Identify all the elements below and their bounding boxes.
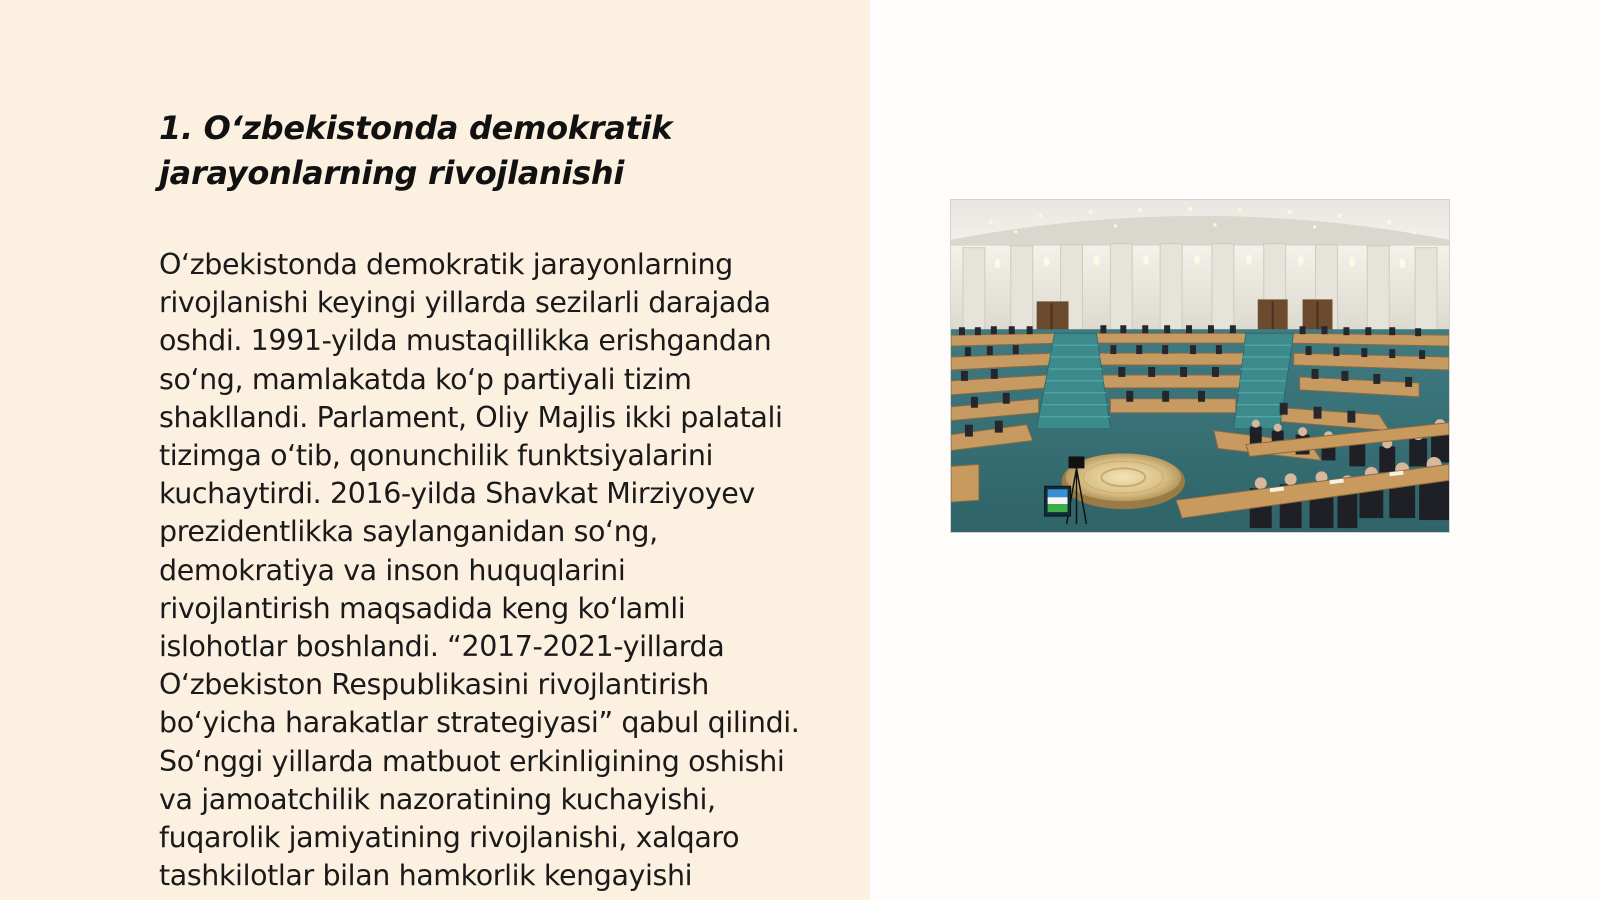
body-line: kuchaytirdi. 2016-yilda Shavkat Mirziyoyev bbox=[159, 477, 755, 511]
slide-title: 1. O‘zbekistonda demokratik jarayonlarning rivojlanishi bbox=[159, 109, 673, 192]
body-line: prezidentlikka saylanganidan so‘ng, bbox=[159, 515, 658, 549]
body-line: demokratiya va inson huquqlarini bbox=[159, 553, 626, 587]
body-line: rivojlanishi keyingi yillarda sezilarli darajada bbox=[159, 286, 771, 320]
parliament-hall-illustration bbox=[951, 200, 1449, 532]
body-line: O‘zbekiston Respublikasini rivojlantirish bbox=[159, 668, 709, 702]
body-line: tizimga o‘tib, qonunchilik funktsiyalarini bbox=[159, 439, 714, 473]
body-line: tashkilotlar bilan hamkorlik kengayishi bbox=[159, 859, 693, 893]
body-line: so‘ng, mamlakatda ko‘p partiyali tizim bbox=[159, 362, 692, 396]
body-line: va jamoatchilik nazoratining kuchayishi, bbox=[159, 782, 716, 816]
body-line: So‘nggi yillarda matbuot erkinligining oshishi bbox=[159, 744, 785, 778]
body-line: islohotlar boshlandi. “2017-2021-yillarda bbox=[159, 630, 725, 664]
body-line: bo‘yicha harakatlar strategiyasi” qabul qilindi. bbox=[159, 706, 800, 740]
body-line: shakllandi. Parlament, Oliy Majlis ikki palatali bbox=[159, 400, 783, 434]
body-text bbox=[159, 246, 859, 895]
body-line: O‘zbekistonda demokratik jarayonlarning bbox=[159, 248, 733, 281]
body-line: rivojlantirish maqsadida keng ko‘lamli bbox=[159, 591, 686, 625]
body-line: fuqarolik jamiyatining rivojlanishi, xalqaro bbox=[159, 821, 740, 855]
parliament-hall-photo bbox=[950, 199, 1450, 533]
body-line: oshdi. 1991-yilda mustaqillikka erishgandan bbox=[159, 324, 772, 358]
